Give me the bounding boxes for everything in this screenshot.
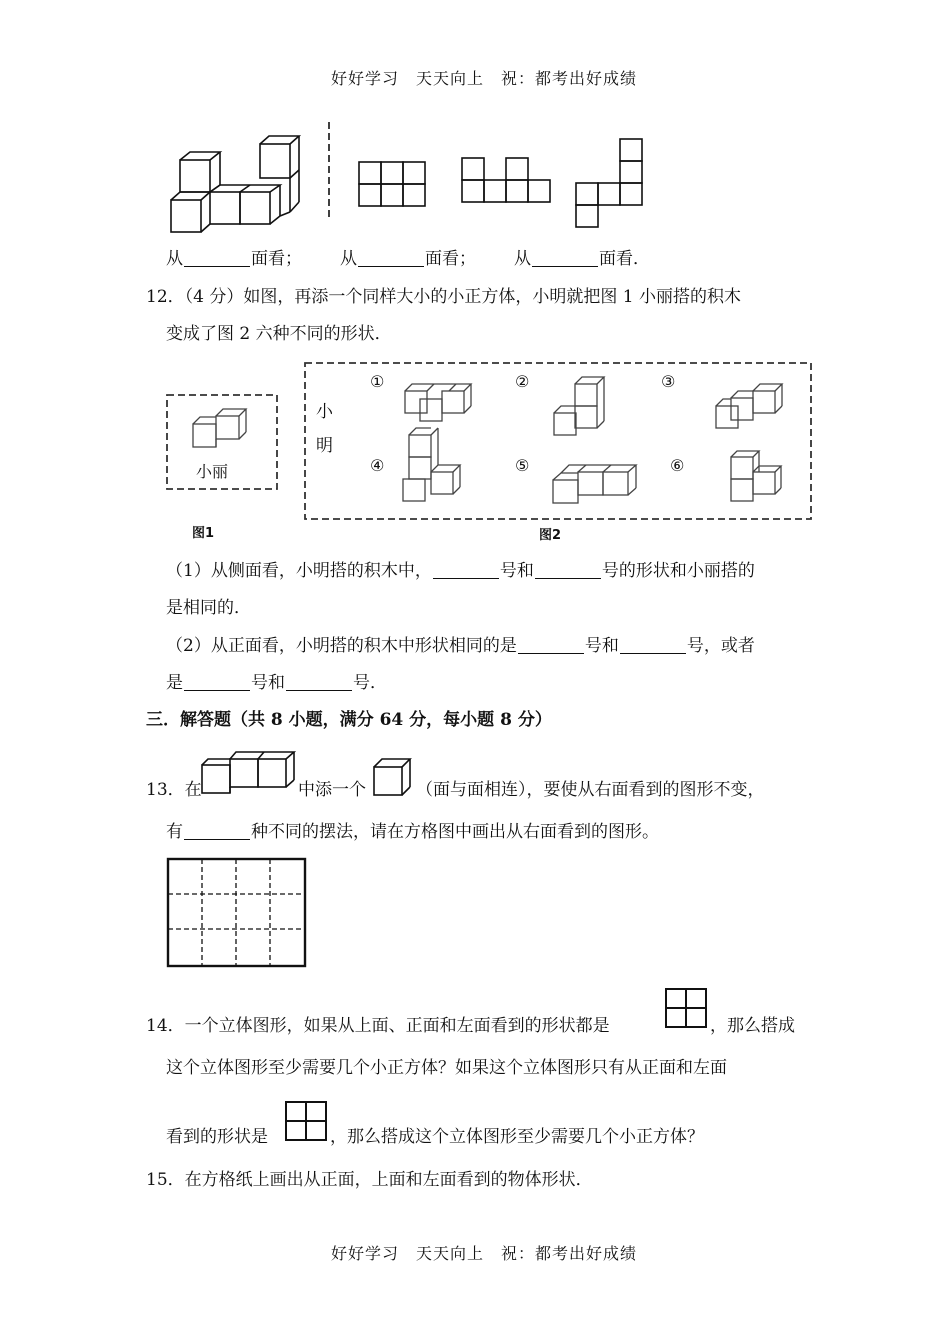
q13-cube-row-figure (200, 749, 296, 797)
q11-view-1 (358, 160, 428, 208)
q12-sub1-blank-2[interactable] (535, 560, 601, 579)
q12-sub1-line2: 是相同的． (166, 598, 251, 618)
q12-sub1-c: 号的形状和小丽搭的 (601, 561, 755, 581)
q13-single-cube (372, 757, 414, 797)
q11-view-3 (575, 138, 645, 230)
q11-from-3: 从 (514, 249, 531, 269)
q11-look-3: 面看． (599, 249, 650, 269)
q13-rest: （面与面相连），要使从右面看到的图形不变， (416, 780, 765, 800)
page-header: 好好学习 天天向上 祝：都考出好成绩 (331, 69, 638, 88)
q11-blank-2[interactable] (358, 248, 424, 267)
shape-number-6: ⑥ (670, 456, 685, 475)
q12-sub1-b: 号和 (499, 561, 534, 581)
q12-sub2-line2 (166, 671, 387, 695)
shape-number-5: ⑤ (515, 456, 530, 475)
q12-sub2-blank-1[interactable] (518, 635, 584, 654)
q12-sub1-line1 (166, 559, 755, 583)
q11-cube-figure (165, 130, 305, 236)
q12-sub2-blank-2[interactable] (620, 635, 686, 654)
q12-sub2-blank-3[interactable] (184, 672, 250, 691)
q11-look-1: 面看； (251, 249, 302, 269)
q14-line1-a: 14．一个立体图形，如果从上面、正面和左面看到的形状都是 (146, 1016, 610, 1036)
q12-sub2-c: 号，或者 (686, 636, 755, 656)
q11-answer-line (166, 247, 650, 271)
page-footer: 好好学习 天天向上 祝：都考出好成绩 (331, 1244, 638, 1263)
q12-sub2-a: （2）从正面看，小明搭的积木中形状相同的是 (166, 636, 517, 656)
divider-dashed-line (327, 122, 331, 220)
shape-number-2: ② (515, 372, 530, 391)
figure-1-label: 小丽 (196, 462, 229, 481)
q14-grid-icon-1 (665, 988, 707, 1028)
section-3-title: 三．解答题（共 8 小题，满分 64 分，每小题 8 分） (146, 710, 552, 730)
figure-1-caption: 图1 (192, 526, 215, 541)
q13-line2 (166, 820, 659, 844)
q13-line2-a: 有 (166, 822, 183, 842)
q14-line2: 这个立体图形至少需要几个小正方体？如果这个立体图形只有从正面和左面 (166, 1058, 727, 1078)
figure-2-label-2: 明 (316, 436, 333, 456)
q12-sub2-f: 号． (353, 673, 387, 693)
q12-sub2-d: 是 (166, 673, 183, 693)
figure-2-caption: 图2 (539, 528, 562, 543)
q11-from-1: 从 (166, 249, 183, 269)
q11-from-2: 从 (340, 249, 357, 269)
q12-line1: 12．（4 分）如图，再添一个同样大小的小正方体，小明就把图 1 小丽搭的积木 (146, 287, 741, 307)
q14-grid-icon-2 (285, 1101, 327, 1141)
q12-sub2-line1 (166, 634, 755, 658)
q13-num: 13．在 (146, 780, 202, 800)
figure-2-label-1: 小 (316, 402, 333, 422)
q12-line2: 变成了图 2 六种不同的形状． (166, 324, 392, 344)
q13-blank[interactable] (184, 821, 250, 840)
q11-blank-1[interactable] (184, 248, 250, 267)
q13-mid: 中添一个 (298, 780, 366, 800)
q11-look-2: 面看； (425, 249, 476, 269)
q11-view-2 (461, 157, 553, 205)
shape-number-3: ③ (661, 372, 676, 391)
q12-sub1-a: （1）从侧面看，小明搭的积木中， (166, 561, 432, 581)
q12-sub2-b: 号和 (584, 636, 619, 656)
q11-blank-3[interactable] (532, 248, 598, 267)
q13-line2-b: 种不同的摆法，请在方格图中画出从右面看到的图形。 (251, 822, 659, 842)
shape-number-1: ① (370, 372, 385, 391)
q13-answer-grid[interactable] (166, 857, 308, 969)
q14-line3-a: 看到的形状是 (166, 1127, 268, 1147)
q12-sub2-e: 号和 (251, 673, 285, 693)
q12-sub2-blank-4[interactable] (286, 672, 352, 691)
q12-sub1-blank-1[interactable] (433, 560, 499, 579)
shape-number-4: ④ (370, 456, 385, 475)
q14-line1-b: ，那么搭成 (710, 1016, 795, 1036)
q15-text: 15．在方格纸上画出从正面，上面和左面看到的物体形状． (146, 1170, 593, 1190)
q14-line3-b: ，那么搭成这个立体图形至少需要几个小正方体？ (330, 1127, 704, 1147)
